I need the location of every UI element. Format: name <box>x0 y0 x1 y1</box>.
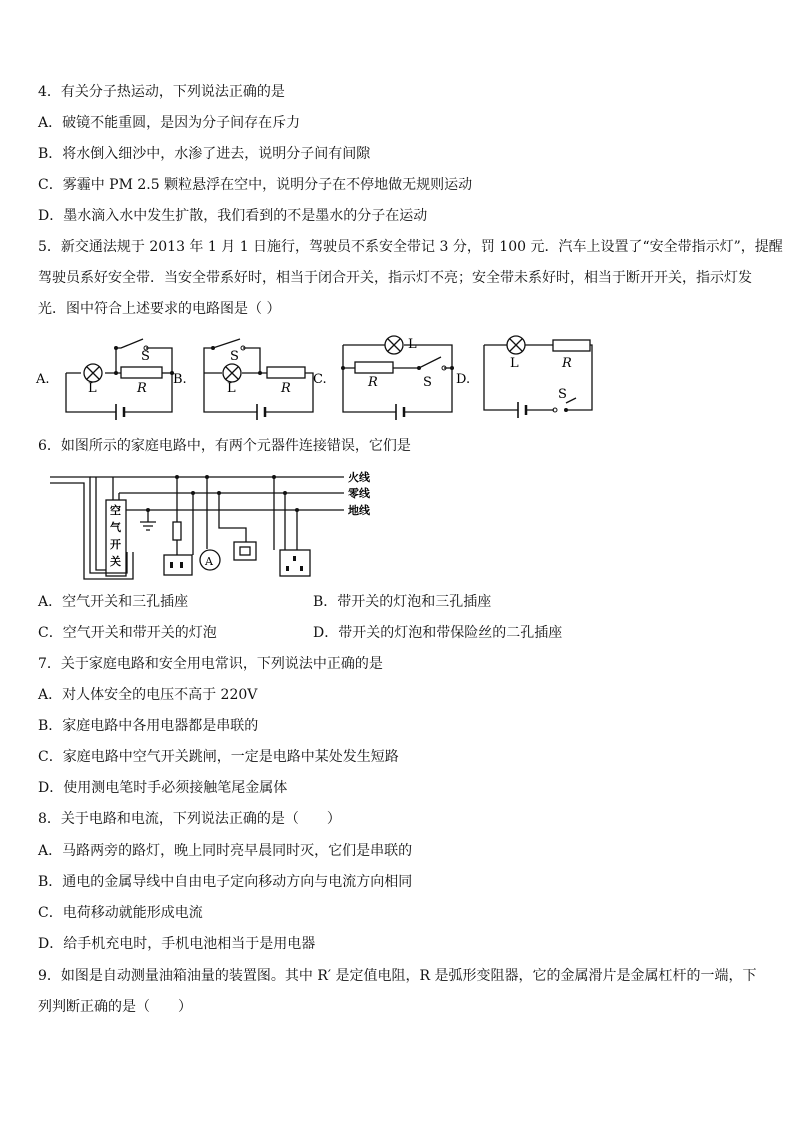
breaker-label-char-2: 气 <box>110 521 121 534</box>
q5-b-lamp-label: L <box>227 381 236 396</box>
q5-d-switch-label: S <box>558 387 567 402</box>
q5-circuit-diagrams <box>0 335 794 425</box>
q7-option-a: A．对人体安全的电压不高于 220V <box>38 687 258 703</box>
breaker-label-char-4: 关 <box>110 555 121 568</box>
neutral-wire-label: 零线 <box>348 487 370 500</box>
breaker-label-char-3: 开 <box>110 538 121 551</box>
q6-option-b: B．带开关的灯泡和三孔插座 <box>313 594 492 610</box>
breaker-label-char-1: 空 <box>110 504 121 517</box>
q4-option-d: D．墨水滴入水中发生扩散，我们看到的不是墨水的分子在运动 <box>38 208 428 224</box>
q8-option-a: A．马路两旁的路灯，晚上同时亮早晨同时灭，它们是串联的 <box>38 843 413 859</box>
q5-stem-line-3: 光．图中符合上述要求的电路图是（ ） <box>38 301 281 317</box>
q5-option-b-letter: B. <box>173 372 187 387</box>
q7-stem: 7．关于家庭电路和安全用电常识，下列说法中正确的是 <box>38 656 383 672</box>
q5-a-lamp-label: L <box>88 381 97 396</box>
q5-circuit-b <box>204 339 313 420</box>
q7-option-c: C．家庭电路中空气开关跳闸，一定是电路中某处发生短路 <box>38 749 399 765</box>
q5-b-switch-label: S <box>230 349 239 364</box>
q5-c-resistor-label: R <box>368 375 378 390</box>
q7-option-b: B．家庭电路中各用电器都是串联的 <box>38 718 259 734</box>
q4-option-c: C．雾霾中 PM 2.5 颗粒悬浮在空中，说明分子在不停地做无规则运动 <box>38 177 473 193</box>
q5-circuit-c <box>343 336 452 420</box>
q5-a-resistor-label: R <box>137 381 147 396</box>
q4-option-b: B．将水倒入细沙中，水渗了进去，说明分子间有间隙 <box>38 146 371 162</box>
q8-option-b: B．通电的金属导线中自由电子定向移动方向与电流方向相同 <box>38 874 413 890</box>
three-hole-socket-icon <box>280 550 310 576</box>
ground-wire-label: 地线 <box>348 504 370 517</box>
q5-b-resistor-label: R <box>281 381 291 396</box>
q5-option-a-letter: A. <box>36 372 50 387</box>
q5-c-lamp-label: L <box>408 337 417 352</box>
live-wire-label: 火线 <box>348 471 370 484</box>
q5-option-d-letter: D. <box>456 372 471 387</box>
q6-household-circuit-diagram <box>0 465 794 585</box>
q6-option-d: D．带开关的灯泡和带保险丝的二孔插座 <box>313 625 563 641</box>
q9-stem-line-1: 9．如图是自动测量油箱油量的装置图。其中 R′ 是定值电阻，R 是弧形变阻器，它的金属滑片是金属杠杆的一端，下 <box>38 968 757 984</box>
q5-c-switch-label: S <box>423 375 432 390</box>
ammeter-label: A <box>205 555 213 568</box>
q5-circuit-a <box>66 339 173 420</box>
q4-option-a: A．破镜不能重圆，是因为分子间存在斥力 <box>38 115 301 131</box>
q6-option-a: A．空气开关和三孔插座 <box>38 594 189 610</box>
q4-stem: 4．有关分子热运动，下列说法正确的是 <box>38 84 285 100</box>
q5-d-lamp-label: L <box>510 356 519 371</box>
q8-stem: 8．关于电路和电流，下列说法正确的是（ ） <box>38 811 341 827</box>
lamp-switch-icon <box>234 542 256 560</box>
q8-option-d: D．给手机充电时，手机电池相当于是用电器 <box>38 936 316 952</box>
q5-d-resistor-label: R <box>562 356 572 371</box>
q5-a-switch-label: S <box>141 349 150 364</box>
q5-option-c-letter: C. <box>313 372 327 387</box>
two-hole-socket-icon <box>164 555 192 575</box>
q6-option-c: C．空气开关和带开关的灯泡 <box>38 625 217 641</box>
q9-stem-line-2: 列判断正确的是（ ） <box>38 999 192 1015</box>
q5-circuit-d <box>484 336 592 418</box>
q5-stem-line-2: 驾驶员系好安全带．当安全带系好时，相当于闭合开关，指示灯不亮；安全带未系好时，相当于断开开关，指示灯发 <box>38 270 752 286</box>
q7-option-d: D．使用测电笔时手必须接触笔尾金属体 <box>38 780 288 796</box>
q8-option-c: C．电荷移动就能形成电流 <box>38 905 203 921</box>
q6-stem: 6．如图所示的家庭电路中，有两个元器件连接错误，它们是 <box>38 438 411 454</box>
q5-stem-line-1: 5．新交通法规于 2013 年 1 月 1 日施行，驾驶员不系安全带记 3 分，罚 100 元．汽车上设置了“安全带指示灯”，提醒 <box>38 239 783 255</box>
